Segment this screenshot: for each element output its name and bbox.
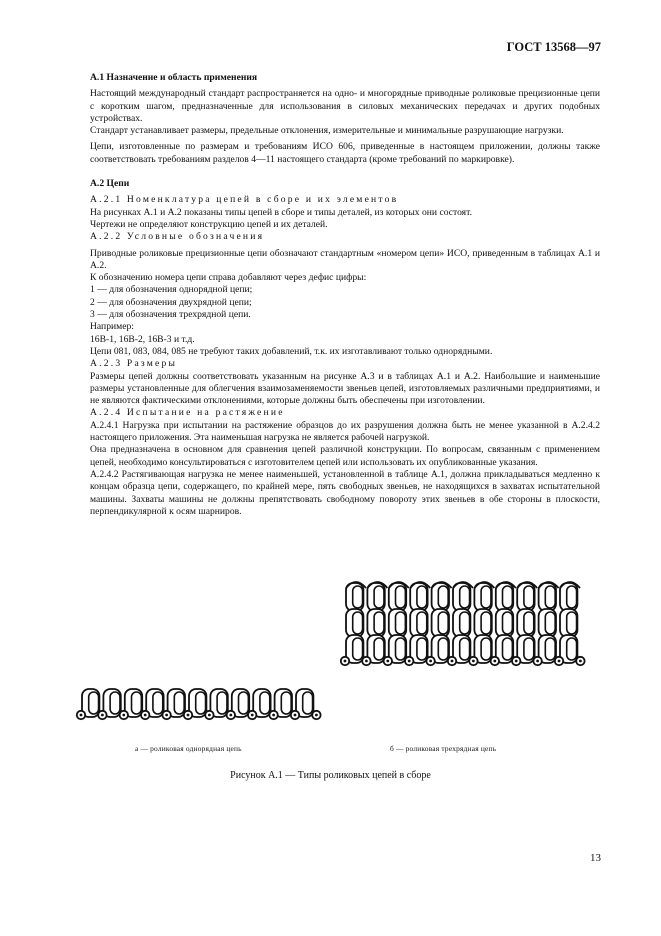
chain-plate	[367, 635, 384, 663]
chain-pin-center	[472, 660, 475, 663]
chain-pin	[120, 711, 128, 719]
chain-plate	[453, 609, 470, 637]
chain-roller-body	[524, 612, 534, 634]
main-text	[90, 72, 600, 518]
chain-roller-body	[89, 692, 99, 714]
chain-pin-center	[386, 660, 389, 663]
chain-pin	[555, 657, 563, 665]
chain-plate	[189, 689, 206, 717]
chain-top-contour	[539, 582, 559, 588]
chain-roller-body	[460, 638, 470, 660]
chain-pin-center	[365, 660, 368, 663]
a22-paragraph-2: К обозначению номера цепи справа добавляют через дефис цифры:	[90, 272, 367, 284]
chain-roller-body	[132, 692, 142, 714]
chain-roller-body	[503, 638, 513, 660]
chain-roller-body	[353, 612, 363, 634]
chain-roller-body	[374, 586, 384, 608]
chain-pin-center	[429, 660, 432, 663]
section-a23-title: А.2.3 Размеры	[90, 358, 178, 370]
chain-pin	[248, 711, 256, 719]
page-number: 13	[590, 852, 601, 864]
chain-pin	[405, 657, 413, 665]
chain-pin	[77, 711, 85, 719]
chain-roller-body	[524, 638, 534, 660]
chain-plate	[517, 635, 534, 663]
chain-roller-body	[503, 586, 513, 608]
a1-paragraph-3: Цепи, изготовленные по размерам и требованиям ИСО 606, приведенные в настоящем приложении, должны также соответствовать требованиям разделов 4—11 настоящего стандарта (кроме требований по маркировке).	[90, 141, 600, 165]
chain-plate	[474, 609, 491, 637]
chain-roller-body	[353, 586, 363, 608]
chain-pin	[448, 657, 456, 665]
chain-roller-body	[374, 612, 384, 634]
chain-plate	[367, 609, 384, 637]
chain-pin	[162, 711, 170, 719]
chain-roller-body	[481, 638, 491, 660]
a1-paragraph-1: Настоящий международный стандарт распространяется на одно- и многорядные приводные роликовые прецизионные цепи с коротким шагом, предназначенные для использования в силовых механических передачах и других подобных устройствах.	[90, 88, 600, 124]
chain-pin	[227, 711, 235, 719]
chain-roller-body	[460, 586, 470, 608]
chain-roller-body	[503, 612, 513, 634]
a242-paragraph-1: А.2.4.2 Растягивающая нагрузка не менее наименьшей, установленной в таблице А.1, должна прикладываться медленно к концам образца цепи, содержащего, по крайней мере, пять свободных звеньев, не находящихся в захватах испытательной машины. Захваты машины не должны препятствовать свободному повороту этих звеньев в обе стороны в плоскости, перпендикулярной к осям шарниров.	[90, 468, 600, 517]
chain-pin-center	[294, 714, 297, 717]
chain-top-contour	[346, 582, 366, 588]
figure-title: Рисунок А.1 — Типы роликовых цепей в сборе	[230, 770, 431, 781]
a23-paragraph-1: Размеры цепей должны соответствовать указанным на рисунке А.3 и в таблицах А.1 и А.2. Наибольшие и наименьшие размеры установленные для облегчения взаимозаменяемости звеньев цепей, изготовляемых различными предприятиями, и не являются фактическими отклонениями, которые должны быть обеспечены при изготовлении.	[90, 370, 600, 407]
chain-roller-body	[545, 638, 555, 660]
chain-plate	[517, 583, 534, 611]
chain-plate	[410, 583, 427, 611]
chain-pin-center	[451, 660, 454, 663]
chain-roller-body	[481, 612, 491, 634]
chain-pin-center	[229, 714, 232, 717]
a22-paragraph-3: Цепи 081, 083, 084, 085 не требуют таких добавлений, т.к. их изготавливают только однорядными.	[90, 345, 493, 357]
chain-pin-center	[408, 660, 411, 663]
chain-plate	[346, 583, 363, 611]
chain-plate	[410, 609, 427, 637]
chain-roller-body	[545, 612, 555, 634]
chain-roller-body	[153, 692, 163, 714]
chain-pin	[184, 711, 192, 719]
chain-roller-body	[417, 638, 427, 660]
chain-plate	[560, 609, 577, 637]
chain-plate	[410, 635, 427, 663]
chain-plate	[496, 635, 513, 663]
chain-pin	[205, 711, 213, 719]
chain-plate	[432, 635, 449, 663]
figure-caption-b: б — роликовая трехрядная цепь	[390, 744, 497, 753]
chain-roller-body	[110, 692, 120, 714]
chain-pin	[341, 657, 349, 665]
chain-pin-center	[344, 660, 347, 663]
chain-plate	[210, 689, 227, 717]
chain-pin-center	[144, 714, 147, 717]
chain-plate	[539, 583, 556, 611]
a22-example-label: Например:	[90, 321, 134, 333]
chain-pin-center	[80, 714, 83, 717]
chain-plate	[125, 689, 142, 717]
chain-plate	[82, 689, 99, 717]
chain-plate	[146, 689, 163, 717]
chain-roller-body	[281, 692, 291, 714]
chain-roller-body	[396, 586, 406, 608]
a21-paragraph-1: На рисунках А.1 и А.2 показаны типы цепей в сборе и типы деталей, из которых они состоят.	[90, 206, 472, 218]
a241-paragraph-1: А.2.4.1 Нагрузка при испытании на растяжение образцов до их разрушения должна быть не менее указанной в А.2.4.2 настоящего приложения. Эта наименьшая нагрузка не является рабочей нагрузкой.	[90, 419, 600, 444]
a22-list-item-1: 1 — для обозначения однорядной цепи;	[90, 284, 253, 296]
chain-pin-center	[558, 660, 561, 663]
chain-pin-center	[251, 714, 254, 717]
chain-roller-body	[417, 612, 427, 634]
section-a21-title: А.2.1 Номенклатура цепей в сборе и их элементов	[90, 194, 399, 206]
chain-roller-body	[524, 586, 534, 608]
chain-roller-body	[567, 586, 577, 608]
chain-plate	[517, 609, 534, 637]
section-a22-title: А.2.2 Условные обозначения	[90, 231, 265, 243]
chain-plate	[432, 583, 449, 611]
chain-plate	[232, 689, 249, 717]
chain-top-contour	[474, 582, 494, 588]
chain-roller-body	[353, 638, 363, 660]
chain-plate	[275, 689, 292, 717]
chain-roller-body	[567, 638, 577, 660]
chain-pin	[312, 711, 320, 719]
triple-row-chain-drawing	[341, 582, 585, 665]
chain-plate	[367, 583, 384, 611]
chain-plate	[253, 689, 270, 717]
chain-pin	[533, 657, 541, 665]
chain-pin-center	[208, 714, 211, 717]
chain-top-contour	[432, 582, 452, 588]
chain-plate	[496, 583, 513, 611]
a22-list-item-3: 3 — для обозначения трехрядной цепи.	[90, 309, 251, 321]
chain-plate	[296, 689, 313, 717]
chain-roller-body	[438, 586, 448, 608]
chain-pin	[291, 711, 299, 719]
chain-top-contour	[517, 582, 537, 588]
chain-roller-body	[567, 612, 577, 634]
chain-pin	[469, 657, 477, 665]
chain-roller-body	[260, 692, 270, 714]
a22-paragraph-1: Приводные роликовые прецизионные цепи обозначают стандартным «номером цепи» ИСО, приведенным в таблицах А.1 и А.2.	[90, 247, 600, 271]
chain-plate	[496, 609, 513, 637]
chain-pin	[141, 711, 149, 719]
chain-roller-body	[303, 692, 313, 714]
chain-pin-center	[272, 714, 275, 717]
chain-top-contour	[560, 582, 580, 588]
chain-roller-body	[396, 612, 406, 634]
chain-top-contour	[496, 582, 516, 588]
chain-roller-body	[417, 586, 427, 608]
chain-plate	[560, 583, 577, 611]
chain-roller-body	[374, 638, 384, 660]
chain-pin	[512, 657, 520, 665]
chain-roller-body	[438, 612, 448, 634]
chain-pin-center	[536, 660, 539, 663]
standard-header: ГОСТ 13568—97	[506, 40, 601, 54]
chain-plate	[389, 583, 406, 611]
chain-plate	[389, 635, 406, 663]
section-a24-title: А.2.4 Испытание на растяжение	[90, 407, 285, 419]
chain-pin	[98, 711, 106, 719]
chain-plate	[453, 635, 470, 663]
figure-caption-a: а — роликовая однорядная цепь	[135, 744, 242, 753]
a21-paragraph-2: Чертежи не определяют конструкцию цепей и их деталей.	[90, 218, 328, 230]
chain-roller-body	[460, 612, 470, 634]
chain-top-contour	[410, 582, 430, 588]
chain-pin	[426, 657, 434, 665]
chain-plate	[474, 583, 491, 611]
chain-plate	[389, 609, 406, 637]
chain-plate	[560, 635, 577, 663]
chain-pin	[362, 657, 370, 665]
chain-plate	[346, 609, 363, 637]
section-a2-title: А.2 Цепи	[90, 178, 130, 190]
chain-plate	[539, 609, 556, 637]
chain-pin	[269, 711, 277, 719]
a22-example-value: 16В-1, 16В-2, 16В-3 и т.д.	[90, 333, 195, 345]
chain-roller-body	[239, 692, 249, 714]
a22-list-item-2: 2 — для обозначения двухрядной цепи;	[90, 296, 252, 308]
chain-roller-body	[217, 692, 227, 714]
chain-roller-body	[481, 586, 491, 608]
chain-pin-center	[493, 660, 496, 663]
chain-roller-body	[545, 586, 555, 608]
chain-top-contour	[389, 582, 409, 588]
chain-pin-center	[165, 714, 168, 717]
chain-plate	[168, 689, 185, 717]
chain-plate	[346, 635, 363, 663]
section-a1-title: А.1 Назначение и область применения	[90, 72, 258, 83]
chain-pin	[491, 657, 499, 665]
chain-plate	[539, 635, 556, 663]
a1-paragraph-2: Стандарт устанавливает размеры, предельные отклонения, измерительные и минимальные разрушающие нагрузки.	[90, 125, 564, 137]
chain-top-contour	[453, 582, 473, 588]
chain-plate	[103, 689, 120, 717]
chain-plate	[474, 635, 491, 663]
a241-paragraph-2: Она предназначена в основном для сравнения цепей различной конструкции. По вопросам, связанным с применением цепей, необходимо консультироваться с изготовителем цепей или использовать их опубликованные указания.	[90, 444, 600, 468]
single-row-chain-drawing	[77, 689, 321, 719]
chain-top-contour	[367, 582, 387, 588]
chain-pin	[384, 657, 392, 665]
chain-pin	[576, 657, 584, 665]
chain-roller-body	[438, 638, 448, 660]
chain-roller-body	[396, 638, 406, 660]
chain-plate	[432, 609, 449, 637]
chain-pin-center	[101, 714, 104, 717]
chain-pin-center	[187, 714, 190, 717]
chain-pin-center	[122, 714, 125, 717]
chain-plate	[453, 583, 470, 611]
chain-pin-center	[315, 714, 318, 717]
chain-pin-center	[515, 660, 518, 663]
chain-pin-center	[579, 660, 582, 663]
chain-roller-body	[174, 692, 184, 714]
chain-roller-body	[196, 692, 206, 714]
